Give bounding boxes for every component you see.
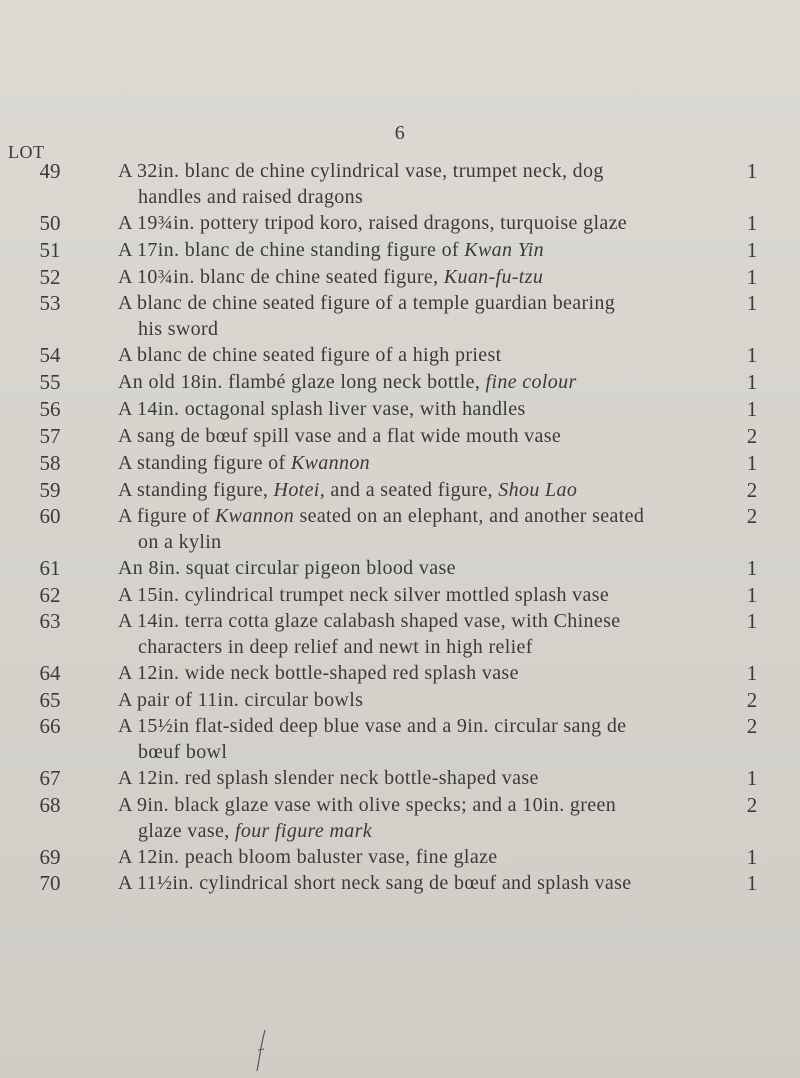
- lot-quantity: 1: [746, 265, 758, 289]
- lot-number: 64: [39, 661, 61, 685]
- lot-quantity: 1: [746, 661, 758, 685]
- description-line: A pair of 11in. circular bowls: [118, 689, 364, 711]
- description-line: A 19¾in. pottery tripod koro, raised dragons, turquoise glaze: [118, 212, 628, 234]
- description-line: handles and raised dragons: [138, 186, 364, 208]
- lot-number: 54: [39, 343, 61, 367]
- lot-description: [118, 264, 678, 290]
- lot-number: 63: [39, 609, 61, 633]
- lot-description: [118, 555, 678, 581]
- lot-number: 61: [39, 556, 61, 580]
- description-line: A 14in. octagonal splash liver vase, with handles: [118, 398, 526, 420]
- lot-description: [118, 844, 678, 870]
- lot-quantity: 1: [746, 291, 758, 315]
- lot-number: 56: [39, 397, 61, 421]
- lot-quantity: 1: [746, 397, 758, 421]
- lot-quantity: 1: [746, 583, 758, 607]
- description-line: A blanc de chine seated figure of a high priest: [118, 344, 502, 366]
- lot-description: [118, 870, 678, 896]
- description-line: A figure of Kwannon seated on an elephant, and another seated: [118, 505, 645, 527]
- lot-description: [118, 477, 678, 503]
- lot-quantity: 1: [746, 343, 758, 367]
- lot-quantity: 2: [746, 478, 758, 502]
- lot-number: 65: [39, 688, 61, 712]
- description-line: A 12in. wide neck bottle-shaped red splash vase: [118, 662, 519, 684]
- description-line: A 10¾in. blanc de chine seated figure, Kuan-fu-tzu: [118, 266, 544, 288]
- description-line: A 14in. terra cotta glaze calabash shaped vase, with Chinese: [118, 610, 621, 632]
- description-line: characters in deep relief and newt in high relief: [138, 636, 533, 658]
- lot-description: [118, 237, 678, 263]
- description-line: A 32in. blanc de chine cylindrical vase, trumpet neck, dog: [118, 160, 604, 182]
- description-line: A 12in. peach bloom baluster vase, fine glaze: [118, 846, 498, 868]
- pencil-mark-icon: [255, 1028, 269, 1072]
- lot-quantity: 1: [746, 766, 758, 790]
- lot-description: [118, 765, 678, 791]
- description-line: bœuf bowl: [138, 741, 228, 763]
- lot-quantity: 1: [746, 211, 758, 235]
- description-line: An old 18in. flambé glaze long neck bottle, fine colour: [118, 371, 577, 393]
- lot-description: [118, 503, 678, 555]
- lot-number: 53: [39, 291, 61, 315]
- lot-number: 49: [39, 159, 61, 183]
- description-line: A standing figure of Kwannon: [118, 452, 371, 474]
- lot-quantity: 1: [746, 370, 758, 394]
- lot-description: [118, 396, 678, 422]
- lot-description: [118, 342, 678, 368]
- lot-description: [118, 582, 678, 608]
- lot-quantity: 2: [746, 688, 758, 712]
- lot-quantity: 1: [746, 556, 758, 580]
- lot-description: [118, 210, 678, 236]
- description-line: his sword: [138, 318, 219, 340]
- lot-quantity: 2: [746, 793, 758, 817]
- description-line: An 8in. squat circular pigeon blood vase: [118, 557, 456, 579]
- description-line: A 15½in flat-sided deep blue vase and a 9in. circular sang de: [118, 715, 627, 737]
- lot-quantity: 2: [746, 504, 758, 528]
- lot-description: [118, 792, 678, 844]
- description-line: A standing figure, Hotei, and a seated figure, Shou Lao: [118, 479, 578, 501]
- description-line: A 12in. red splash slender neck bottle-shaped vase: [118, 767, 539, 789]
- lot-number: 69: [39, 845, 61, 869]
- lot-number: 70: [39, 871, 61, 895]
- lot-description: [118, 713, 678, 765]
- description-line: A 11½in. cylindrical short neck sang de bœuf and splash vase: [118, 872, 632, 894]
- lot-description: [118, 608, 678, 660]
- lot-quantity: 1: [746, 871, 758, 895]
- lot-description: [118, 660, 678, 686]
- lot-number: 50: [39, 211, 61, 235]
- lot-description: [118, 450, 678, 476]
- description-line: A sang de bœuf spill vase and a flat wide mouth vase: [118, 425, 562, 447]
- lot-number: 60: [39, 504, 61, 528]
- description-line: on a kylin: [138, 531, 222, 553]
- lot-description: [118, 158, 678, 210]
- lot-quantity: 1: [746, 609, 758, 633]
- lot-description: [118, 423, 678, 449]
- description-line: A blanc de chine seated figure of a temple guardian bearing: [118, 292, 616, 314]
- lot-description: [118, 369, 678, 395]
- lot-quantity: 1: [746, 238, 758, 262]
- lot-quantity: 1: [746, 159, 758, 183]
- lot-column-header: LOT: [8, 142, 45, 162]
- description-line: glaze vase, four figure mark: [138, 820, 373, 842]
- lot-number: 51: [39, 238, 61, 262]
- lot-number: 55: [39, 370, 61, 394]
- description-line: A 17in. blanc de chine standing figure of Kwan Yin: [118, 239, 544, 261]
- lot-quantity: 2: [746, 714, 758, 738]
- description-line: A 15in. cylindrical trumpet neck silver mottled splash vase: [118, 584, 610, 606]
- lot-number: 67: [39, 766, 61, 790]
- lot-number: 52: [39, 265, 61, 289]
- lot-number: 62: [39, 583, 61, 607]
- lot-quantity: 1: [746, 845, 758, 869]
- lot-number: 66: [39, 714, 61, 738]
- lot-description: [118, 290, 678, 342]
- page-number: 6: [394, 122, 406, 144]
- lot-quantity: 2: [746, 424, 758, 448]
- lot-description: [118, 687, 678, 713]
- lot-number: 68: [39, 793, 61, 817]
- lot-number: 58: [39, 451, 61, 475]
- lot-number: 59: [39, 478, 61, 502]
- lot-number: 57: [39, 424, 61, 448]
- lot-quantity: 1: [746, 451, 758, 475]
- description-line: A 9in. black glaze vase with olive specks; and a 10in. green: [118, 794, 617, 816]
